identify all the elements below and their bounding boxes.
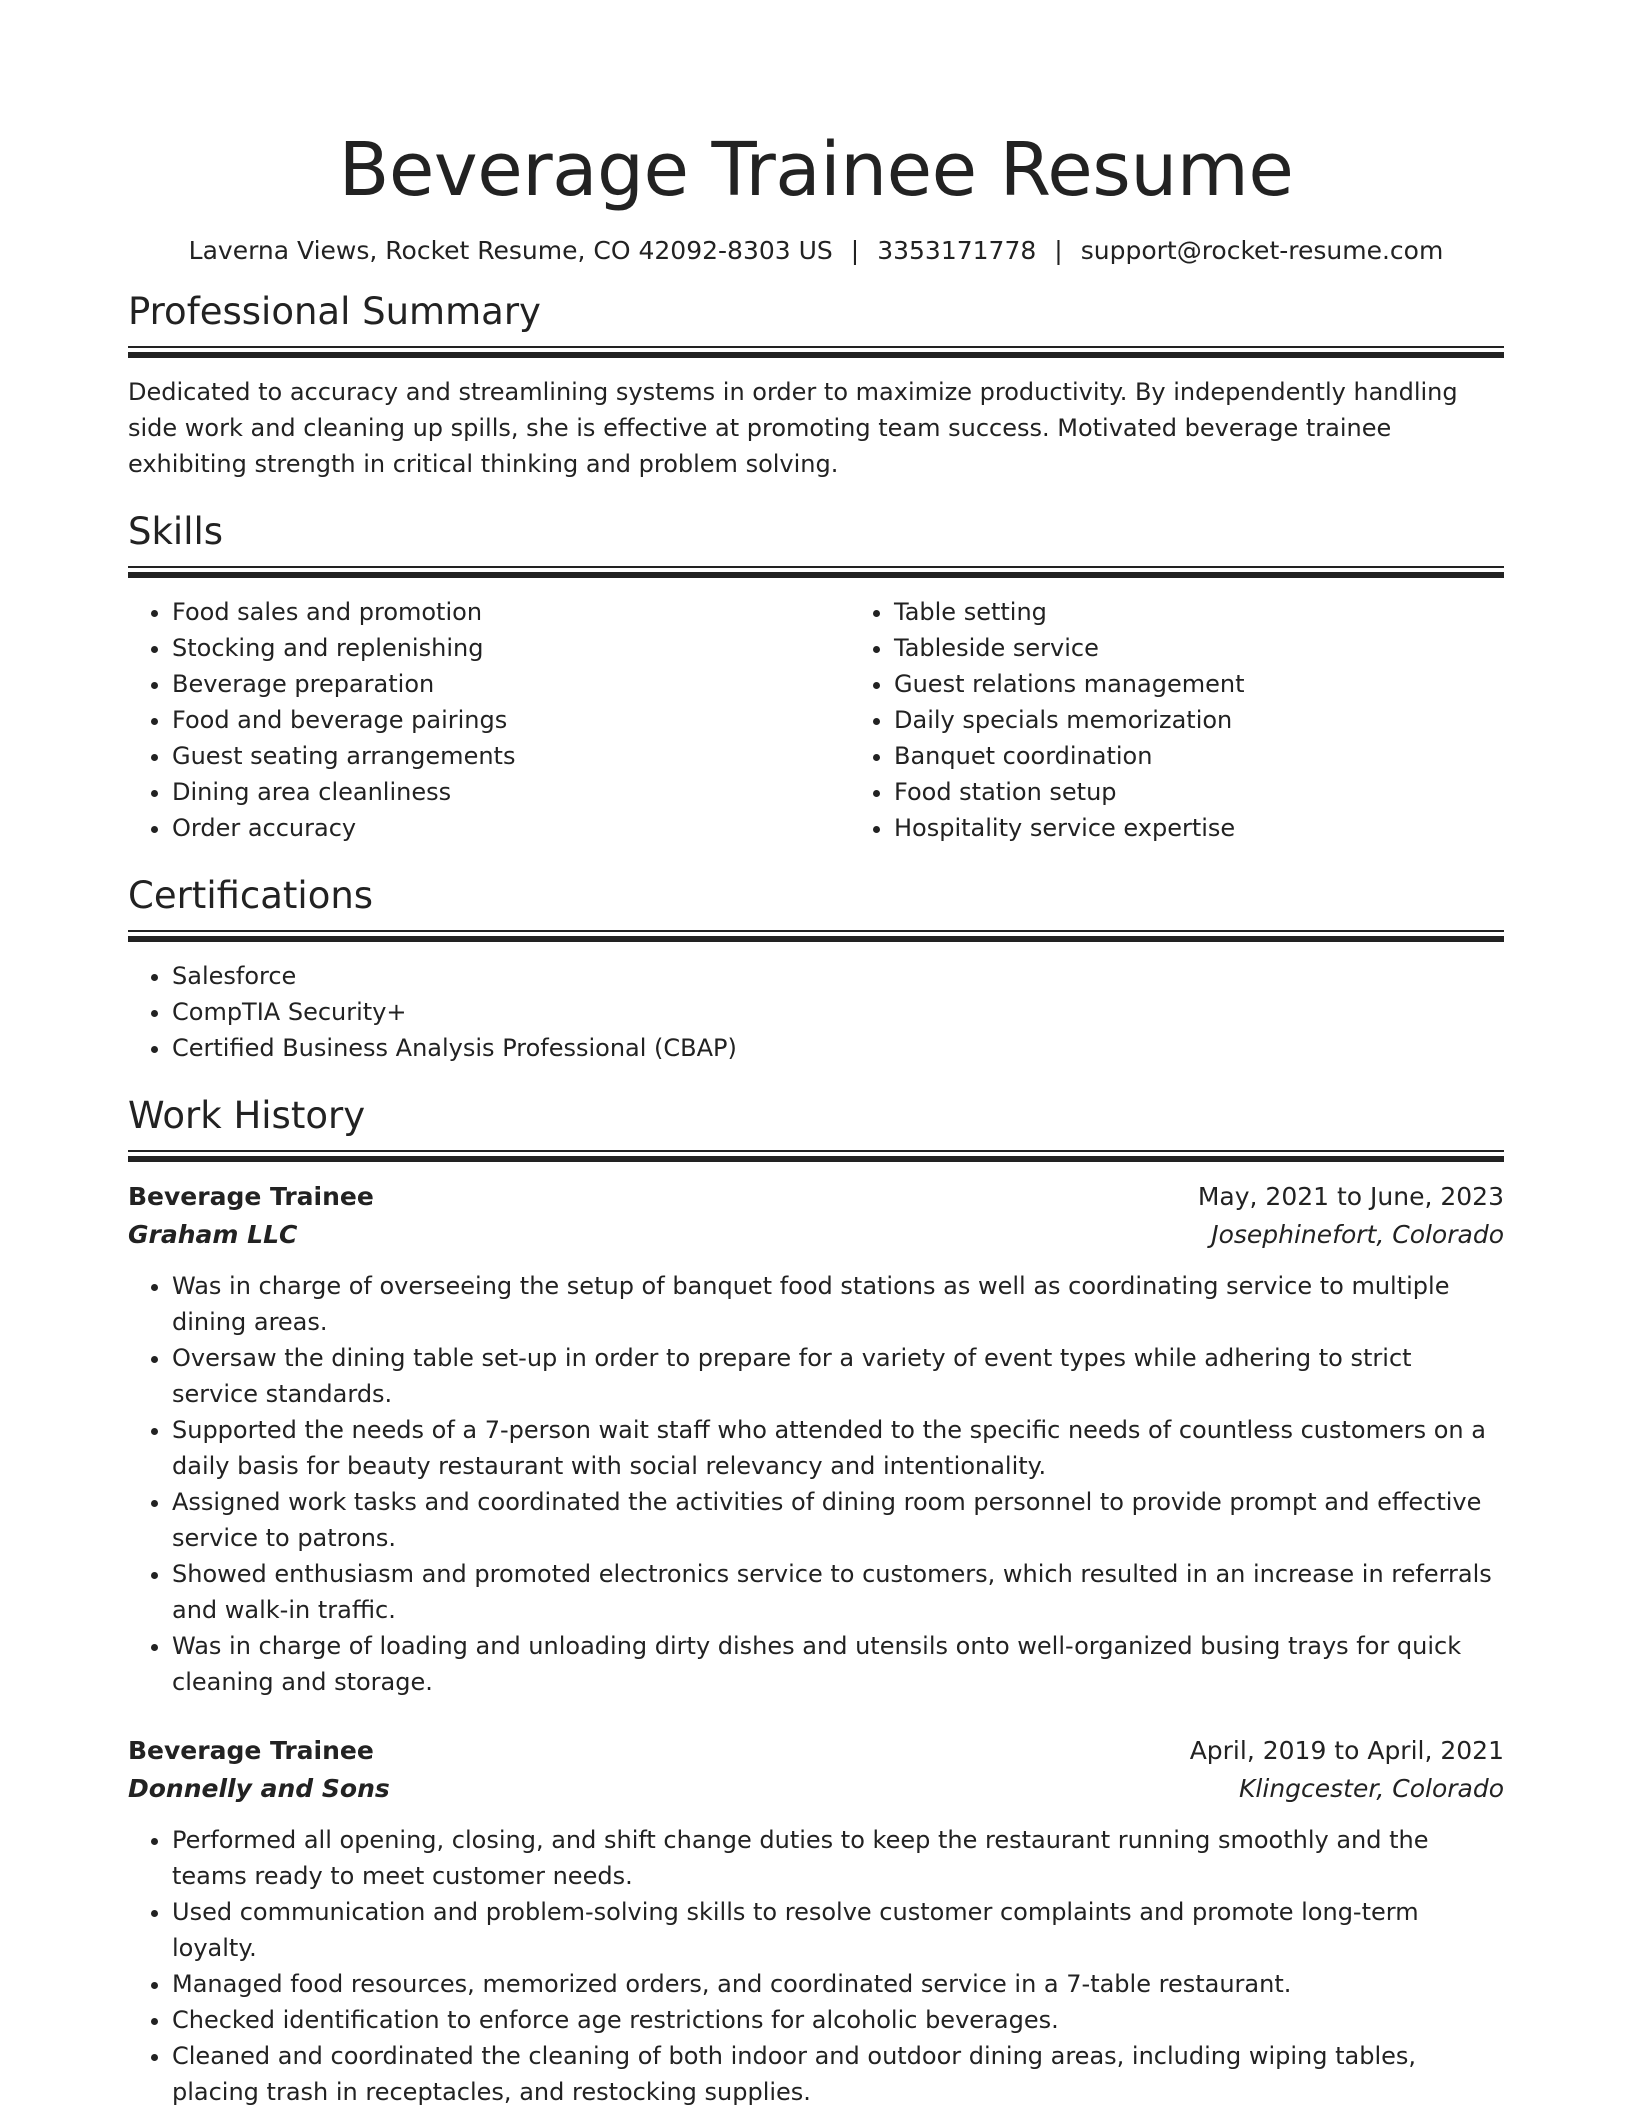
job-location: Klingcester, Colorado [1239,1774,1504,1803]
section-divider [128,1150,1504,1152]
skills-section [128,508,1504,846]
skills-grid [128,594,1504,846]
job-bullets [128,1268,1504,1700]
skill-item: • Food and beverage pairings [172,702,850,738]
contact-separator: | [850,236,860,265]
job-bullet: • Cleaned and coordinated the cleaning of both indoor and outdoor dining areas, including wiping tables, placing trash in receptacles, and restocking supplies. [172,2038,1504,2110]
certifications-list [128,958,1504,1066]
contact-separator: | [1054,236,1063,265]
skill-item: • Dining area cleanliness [172,774,850,810]
section-divider [128,346,1504,348]
job-title: Beverage Trainee [128,1182,374,1211]
job-title: Beverage Trainee [128,1736,374,1765]
job-bullet: • Used communication and problem-solving skills to resolve customer complaints and promote long-term loyalty. [172,1894,1504,1966]
skills-list-right [850,594,1572,846]
job-bullet: • Performed all opening, closing, and shift change duties to keep the restaurant running smoothly and the teams ready to meet customer needs. [172,1822,1504,1894]
section-heading: Certifications [128,874,374,917]
skill-item: • Stocking and replenishing [172,630,850,666]
job-bullet: • Showed enthusiasm and promoted electronics service to customers, which resulted in an increase in referrals and walk-in traffic. [172,1556,1504,1628]
skill-item: • Order accuracy [172,810,850,846]
job-bullet: • Supported the needs of a 7-person wait staff who attended to the specific needs of countless customers on a daily basis for beauty restaurant with social relevancy and intentionality. [172,1412,1504,1484]
skill-item: • Guest relations management [894,666,1572,702]
skill-item: • Hospitality service expertise [894,810,1572,846]
certification-item: • CompTIA Security+ [172,994,1504,1030]
skill-item: • Daily specials memorization [894,702,1572,738]
skill-item: • Food station setup [894,774,1572,810]
certification-item: • Certified Business Analysis Professional (CBAP) [172,1030,1504,1066]
contact-phone: 3353171778 [877,236,1037,265]
certification-item: • Salesforce [172,958,1504,994]
section-heading: Work History [128,1094,366,1137]
skills-list-left [128,594,850,846]
job-bullets [128,1822,1504,2110]
section-divider [128,566,1504,568]
job-bullet: • Checked identification to enforce age restrictions for alcoholic beverages. [172,2002,1504,2038]
contact-email: support@rocket-resume.com [1080,236,1444,265]
skill-item: • Beverage preparation [172,666,850,702]
job-subheader [128,1216,1504,1254]
job-subheader [128,1770,1504,1808]
resume-title: Beverage Trainee Resume [338,127,1294,213]
job-dates: April, 2019 to April, 2021 [1189,1736,1504,1765]
contact-line [128,234,1504,268]
job-bullet: • Assigned work tasks and coordinated the activities of dining room personnel to provide prompt and effective service to patrons. [172,1484,1504,1556]
skill-item: • Guest seating arrangements [172,738,850,774]
work-history-section [128,1092,1504,2110]
contact-address: Laverna Views, Rocket Resume, CO 42092-8303 US [188,236,833,265]
job-bullet: • Oversaw the dining table set-up in order to prepare for a variety of event types while adhering to strict service standards. [172,1340,1504,1412]
job-header [128,1732,1504,1770]
summary-section [128,288,1504,482]
job-bullet: • Was in charge of overseeing the setup of banquet food stations as well as coordinating service to multiple dining areas. [172,1268,1504,1340]
job-header [128,1178,1504,1216]
job-bullet: • Managed food resources, memorized orders, and coordinated service in a 7-table restaurant. [172,1966,1504,2002]
skill-item: • Banquet coordination [894,738,1572,774]
job-entry [128,1178,1504,1700]
job-dates: May, 2021 to June, 2023 [1197,1182,1504,1211]
certifications-section [128,872,1504,1066]
summary-text: Dedicated to accuracy and streamlining systems in order to maximize productivity. By independently handling side work and cleaning up spills, she is effective at promoting team success. Motivated beverage trainee exhibiting strength in critical thinking and problem solving. [128,378,1458,478]
job-company: Graham LLC [128,1220,298,1249]
job-location: Josephinefort, Colorado [1211,1220,1504,1249]
skill-item: • Food sales and promotion [172,594,850,630]
job-company: Donnelly and Sons [128,1774,390,1803]
section-heading: Professional Summary [128,290,541,333]
skill-item: • Table setting [894,594,1572,630]
section-divider [128,930,1504,932]
job-entry [128,1732,1504,2110]
job-bullet: • Was in charge of loading and unloading dirty dishes and utensils onto well-organized busing trays for quick cleaning and storage. [172,1628,1504,1700]
resume-page [128,0,1504,2110]
section-heading: Skills [128,510,224,553]
skill-item: • Tableside service [894,630,1572,666]
